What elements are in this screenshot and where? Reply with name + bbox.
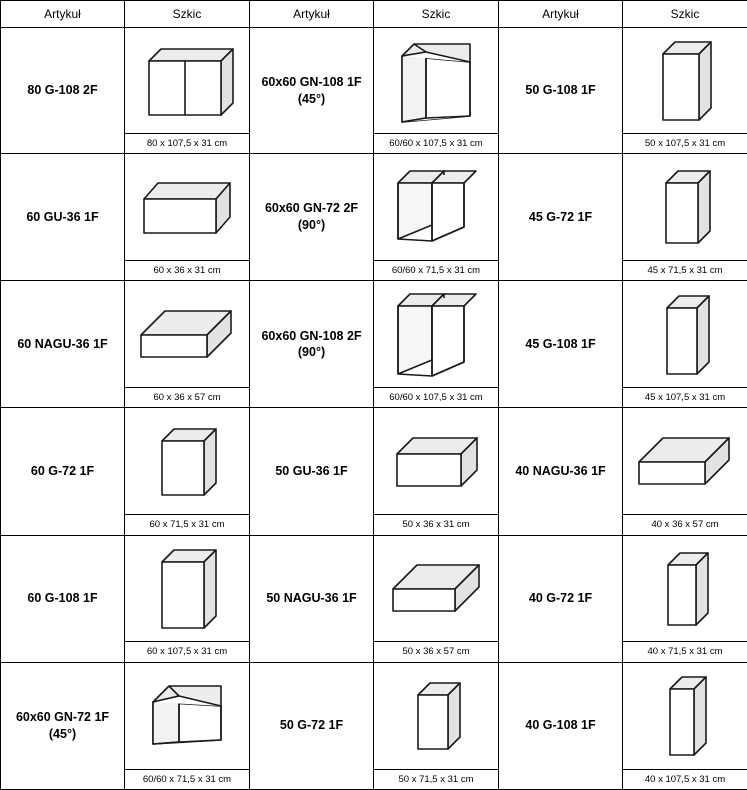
article-name: 60x60 GN-108 1F (45°) [250, 28, 374, 154]
dimension-label: 60 x 71,5 x 31 cm [125, 514, 249, 535]
cabinet-tall-1door-icon [623, 663, 747, 769]
dimension-label: 45 x 107,5 x 31 cm [623, 387, 747, 408]
sketch-cell [125, 535, 250, 662]
article-name: 45 G-108 1F [499, 281, 623, 408]
dimension-label: 40 x 107,5 x 31 cm [623, 769, 747, 790]
table-row [1, 662, 747, 789]
cabinet-tall-1door-icon [125, 408, 249, 514]
table-body [1, 28, 747, 790]
article-name: 60x60 GN-72 1F (45°) [1, 662, 125, 789]
cabinet-wide-2door-icon [125, 28, 249, 133]
table-header [1, 1, 747, 28]
cabinet-tall-1door-icon [374, 663, 498, 769]
column-header-article-3: Artykuł [499, 1, 623, 28]
dimension-label: 45 x 71,5 x 31 cm [623, 260, 747, 281]
cabinet-tall-1door-icon [623, 281, 747, 387]
table-row [1, 535, 747, 662]
article-name: 40 NAGU-36 1F [499, 408, 623, 535]
article-name: 45 G-72 1F [499, 154, 623, 281]
sketch-cell [125, 281, 250, 408]
sketch-cell [374, 408, 499, 535]
article-name: 60 G-108 1F [1, 535, 125, 662]
sketch-cell [623, 662, 747, 789]
column-header-article-2: Artykuł [250, 1, 374, 28]
table-row [1, 28, 747, 154]
column-header-sketch-2: Szkic [374, 1, 499, 28]
dimension-label: 60/60 x 107,5 x 31 cm [374, 133, 498, 154]
dimension-label: 60 x 107,5 x 31 cm [125, 641, 249, 662]
sketch-cell [374, 28, 499, 154]
column-header-sketch-3: Szkic [623, 1, 747, 28]
article-name: 60x60 GN-108 2F (90°) [250, 281, 374, 408]
corner-45-tall-icon [374, 28, 498, 133]
article-name: 80 G-108 2F [1, 28, 125, 154]
article-name: 50 G-108 1F [499, 28, 623, 154]
table-row [1, 281, 747, 408]
box-deep-horizontal-icon [125, 281, 249, 387]
dimension-label: 60/60 x 107,5 x 31 cm [374, 387, 498, 408]
sketch-cell [125, 28, 250, 154]
box-horizontal-icon [374, 408, 498, 514]
sketch-cell [623, 28, 747, 154]
cabinet-tall-1door-icon [623, 154, 747, 260]
table-row [1, 408, 747, 535]
sketch-cell [125, 662, 250, 789]
article-name: 60 GU-36 1F [1, 154, 125, 281]
box-deep-horizontal-icon [623, 408, 747, 514]
box-horizontal-icon [125, 154, 249, 260]
dimension-label: 40 x 36 x 57 cm [623, 514, 747, 535]
article-name: 40 G-108 1F [499, 662, 623, 789]
cabinet-tall-1door-icon [623, 28, 747, 133]
article-name: 50 G-72 1F [250, 662, 374, 789]
dimension-label: 60/60 x 71,5 x 31 cm [125, 769, 249, 790]
sketch-cell [374, 535, 499, 662]
dimension-label: 50 x 36 x 57 cm [374, 641, 498, 662]
sketch-cell [623, 281, 747, 408]
article-name: 40 G-72 1F [499, 535, 623, 662]
corner-90-icon [374, 154, 498, 260]
sketch-cell [623, 154, 747, 281]
corner-45-icon [125, 663, 249, 769]
dimension-label: 50 x 107,5 x 31 cm [623, 133, 747, 154]
cabinet-tall-1door-icon [125, 536, 249, 642]
sketch-cell [623, 408, 747, 535]
dimension-label: 40 x 71,5 x 31 cm [623, 641, 747, 662]
sketch-cell [374, 281, 499, 408]
article-name: 60x60 GN-72 2F (90°) [250, 154, 374, 281]
sketch-cell [125, 154, 250, 281]
article-name: 50 NAGU-36 1F [250, 535, 374, 662]
cabinet-tall-1door-icon [623, 536, 747, 642]
article-name: 60 NAGU-36 1F [1, 281, 125, 408]
dimension-label: 50 x 36 x 31 cm [374, 514, 498, 535]
corner-90-tall-icon [374, 281, 498, 387]
table-row [1, 154, 747, 281]
column-header-article-1: Artykuł [1, 1, 125, 28]
header-row [1, 1, 747, 28]
dimension-label: 60 x 36 x 57 cm [125, 387, 249, 408]
article-name: 50 GU-36 1F [250, 408, 374, 535]
sketch-cell [374, 154, 499, 281]
dimension-label: 80 x 107,5 x 31 cm [125, 133, 249, 154]
sketch-cell [374, 662, 499, 789]
dimension-label: 60/60 x 71,5 x 31 cm [374, 260, 498, 281]
sketch-cell [623, 535, 747, 662]
dimension-label: 60 x 36 x 31 cm [125, 260, 249, 281]
box-deep-horizontal-icon [374, 536, 498, 642]
column-header-sketch-1: Szkic [125, 1, 250, 28]
article-name: 60 G-72 1F [1, 408, 125, 535]
sketch-cell [125, 408, 250, 535]
dimension-label: 50 x 71,5 x 31 cm [374, 769, 498, 790]
